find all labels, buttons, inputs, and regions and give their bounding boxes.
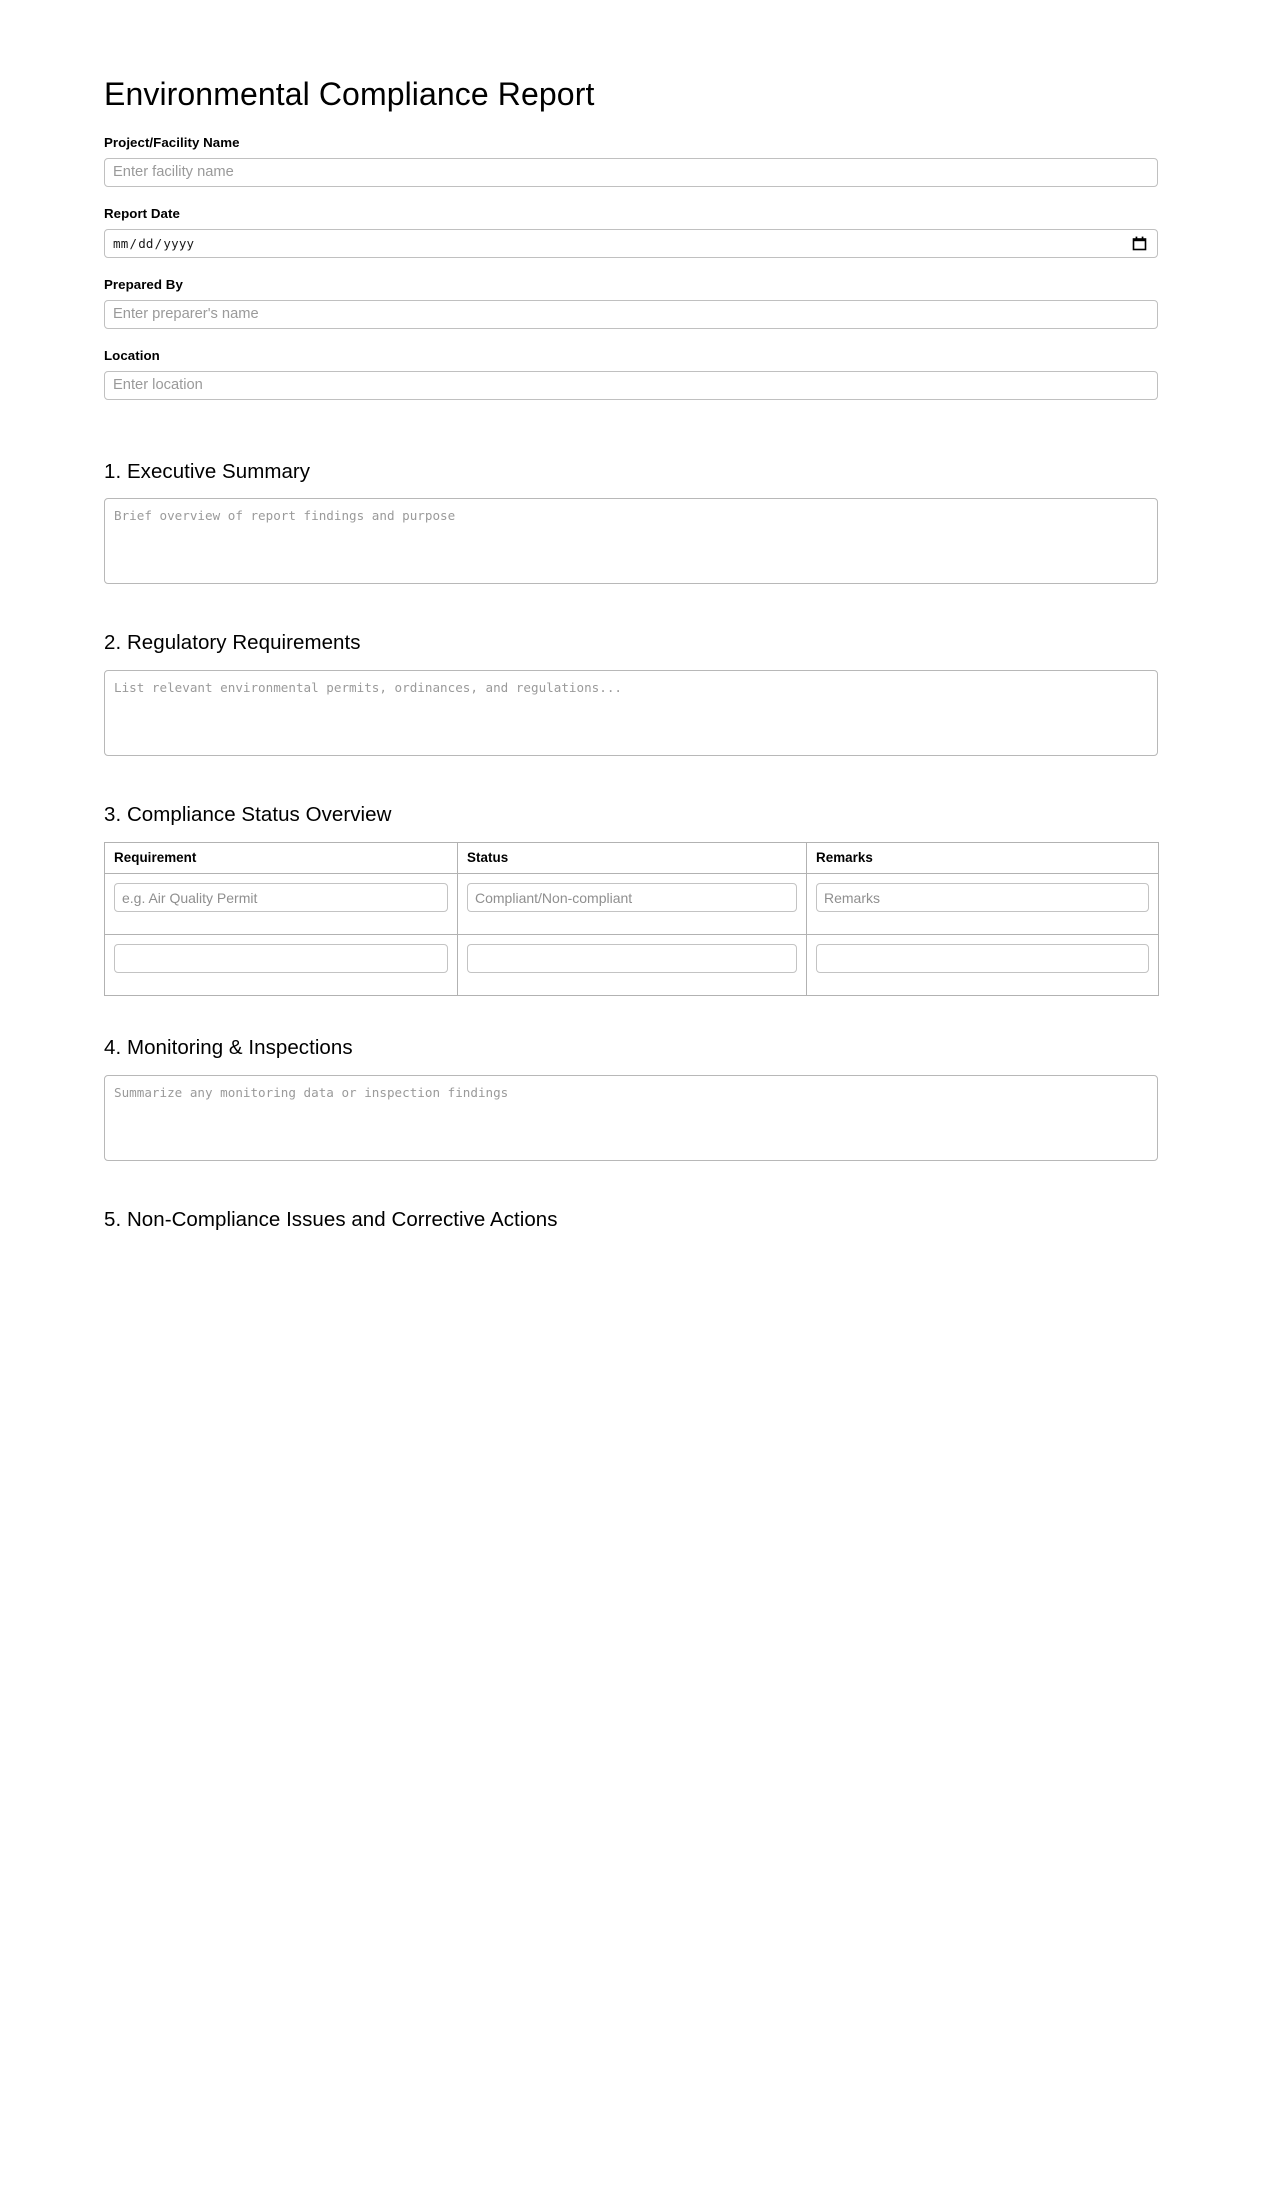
- date-separator-1: /: [129, 235, 138, 251]
- status-input-row-2[interactable]: [467, 944, 797, 973]
- field-report-date: [104, 206, 1158, 258]
- section-heading-1: 1. Executive Summary: [104, 459, 311, 483]
- cell-status: [458, 935, 807, 996]
- regulatory-requirements-textarea[interactable]: [104, 670, 1158, 756]
- column-header-requirement: Requirement: [105, 843, 458, 874]
- remarks-input-row-1[interactable]: [816, 883, 1149, 912]
- status-input-row-1[interactable]: [467, 883, 797, 912]
- field-label-report-date: Report Date: [104, 205, 180, 221]
- cell-status: [458, 874, 807, 935]
- date-day-part[interactable]: dd: [138, 235, 154, 251]
- prepared-by-input[interactable]: [104, 300, 1158, 329]
- section-heading-2: 2. Regulatory Requirements: [104, 631, 361, 655]
- executive-summary-textarea[interactable]: [104, 498, 1158, 584]
- section-regulatory-requirements: [104, 584, 1158, 756]
- field-label-prepared-by: Prepared By: [104, 276, 183, 292]
- report-document: [104, 0, 1158, 1233]
- report-date-input[interactable]: [104, 229, 1158, 258]
- field-label-facility-name: Project/Facility Name: [104, 134, 240, 150]
- requirement-input-row-1[interactable]: [114, 883, 448, 912]
- page-title: Environmental Compliance Report: [104, 76, 595, 112]
- cell-remarks: [807, 935, 1159, 996]
- report-date-row: [104, 229, 1158, 258]
- section-monitoring-inspections: [104, 996, 1158, 1161]
- column-header-remarks: Remarks: [807, 843, 1159, 874]
- section-heading-5: 5. Non-Compliance Issues and Corrective Actions: [104, 1207, 558, 1231]
- section-compliance-status: [104, 756, 1158, 997]
- date-separator-2: /: [154, 235, 163, 251]
- cell-remarks: [807, 874, 1159, 935]
- facility-name-input[interactable]: [104, 158, 1158, 187]
- requirement-input-row-2[interactable]: [114, 944, 448, 973]
- field-label-location: Location: [104, 347, 160, 363]
- cell-requirement: [105, 935, 458, 996]
- field-prepared-by: [104, 277, 1158, 329]
- section-heading-4: 4. Monitoring & Inspections: [104, 1036, 353, 1060]
- table-row: [105, 874, 1159, 935]
- column-header-status: Status: [458, 843, 807, 874]
- field-location: [104, 348, 1158, 400]
- table-header-row: [105, 843, 1159, 874]
- date-month-part[interactable]: mm: [113, 235, 129, 251]
- date-year-part[interactable]: yyyy: [163, 235, 195, 251]
- remarks-input-row-2[interactable]: [816, 944, 1149, 973]
- compliance-status-table: [104, 842, 1159, 996]
- section-heading-3: 3. Compliance Status Overview: [104, 802, 392, 826]
- field-facility-name: [104, 135, 1158, 187]
- section-executive-summary: [104, 400, 1158, 585]
- section-non-compliance-issues: [104, 1161, 1158, 1233]
- table-row: [105, 935, 1159, 996]
- calendar-icon[interactable]: [1131, 235, 1148, 252]
- monitoring-inspections-textarea[interactable]: [104, 1075, 1158, 1161]
- location-input[interactable]: [104, 371, 1158, 400]
- cell-requirement: [105, 874, 458, 935]
